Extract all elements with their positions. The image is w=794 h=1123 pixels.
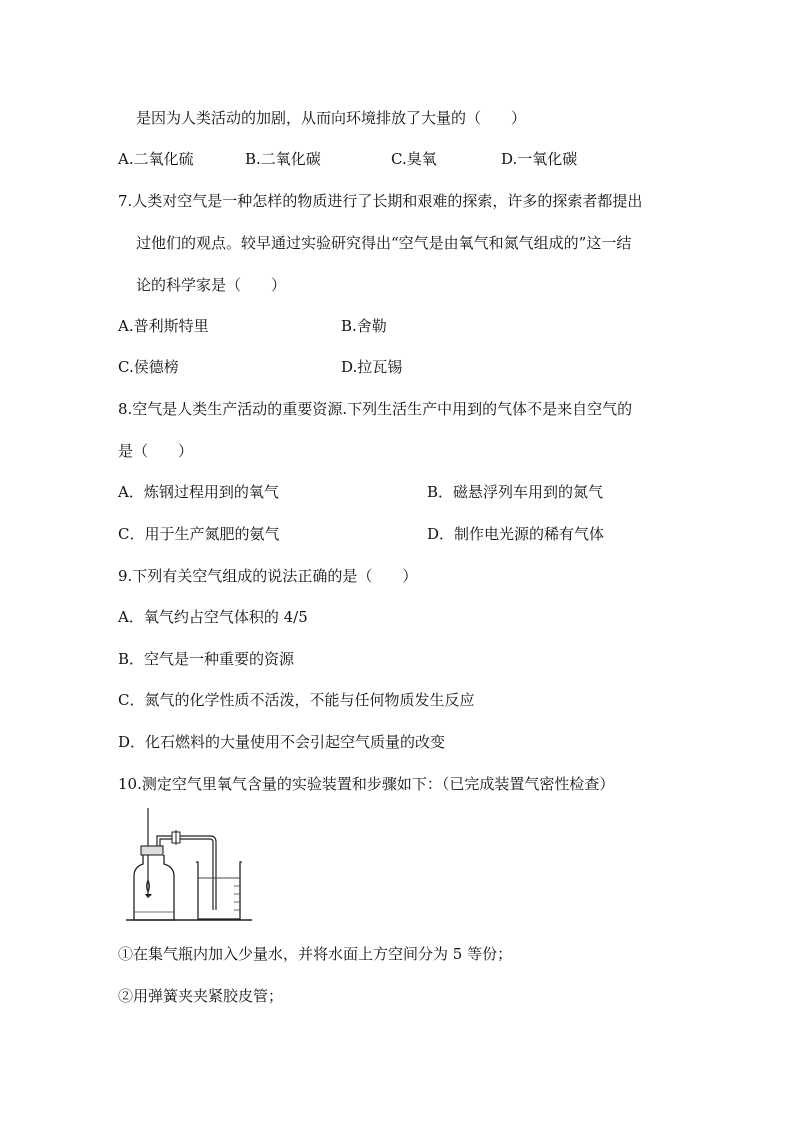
q8-stem-line-2: 是（ ） — [118, 442, 194, 460]
q7-option-d[interactable]: D.拉瓦锡 — [341, 358, 403, 376]
q8-option-b[interactable]: B．磁悬浮列车用到的氮气 — [427, 483, 604, 501]
q7-stem-line-2: 过他们的观点。较早通过实验研究得出“空气是由氧气和氮气组成的”这一结 — [136, 234, 632, 252]
oxygen-content-apparatus-figure — [124, 806, 256, 926]
q6-stem-continuation: 是因为人类活动的加剧，从而向环境排放了大量的（ ） — [136, 109, 527, 127]
q7-option-a[interactable]: A.普利斯特里 — [118, 317, 209, 335]
q10-stem: 10.测定空气里氧气含量的实验装置和步骤如下：（已完成装置气密性检查） — [118, 775, 615, 793]
q6-option-d[interactable]: D.一氧化碳 — [501, 150, 578, 168]
q9-stem: 9.下列有关空气组成的说法正确的是（ ） — [118, 567, 418, 585]
q9-option-c[interactable]: C．氮气的化学性质不活泼，不能与任何物质发生反应 — [118, 691, 475, 709]
q9-option-b[interactable]: B．空气是一种重要的资源 — [118, 650, 295, 668]
q6-option-c[interactable]: C.臭氧 — [391, 150, 437, 168]
q9-option-d[interactable]: D．化石燃料的大量使用不会引起空气质量的改变 — [118, 733, 446, 751]
q6-option-a[interactable]: A.二氧化硫 — [118, 150, 194, 168]
q8-option-d[interactable]: D．制作电光源的稀有气体 — [427, 525, 605, 543]
q6-option-b[interactable]: B.二氧化碳 — [245, 150, 321, 168]
q7-stem-line-1: 7.人类对空气是一种怎样的物质进行了长期和艰难的探索，许多的探索者都提出 — [118, 192, 643, 210]
q8-stem-line-1: 8.空气是人类生产活动的重要资源.下列生活生产中用到的气体不是来自空气的 — [118, 400, 633, 418]
q7-option-b[interactable]: B.舍勒 — [341, 317, 387, 335]
q7-option-c[interactable]: C.侯德榜 — [118, 358, 179, 376]
q8-option-a[interactable]: A．炼钢过程用到的氧气 — [118, 483, 279, 501]
q8-option-c[interactable]: C．用于生产氮肥的氨气 — [118, 525, 280, 543]
q9-option-a[interactable]: A．氧气约占空气体积的 4/5 — [118, 608, 308, 626]
q7-stem-line-3: 论的科学家是（ ） — [136, 276, 287, 294]
q10-step-2: ②用弹簧夹夹紧胶皮管； — [118, 987, 284, 1005]
q10-step-1: ①在集气瓶内加入少量水，并将水面上方空间分为 5 等份； — [118, 945, 513, 963]
